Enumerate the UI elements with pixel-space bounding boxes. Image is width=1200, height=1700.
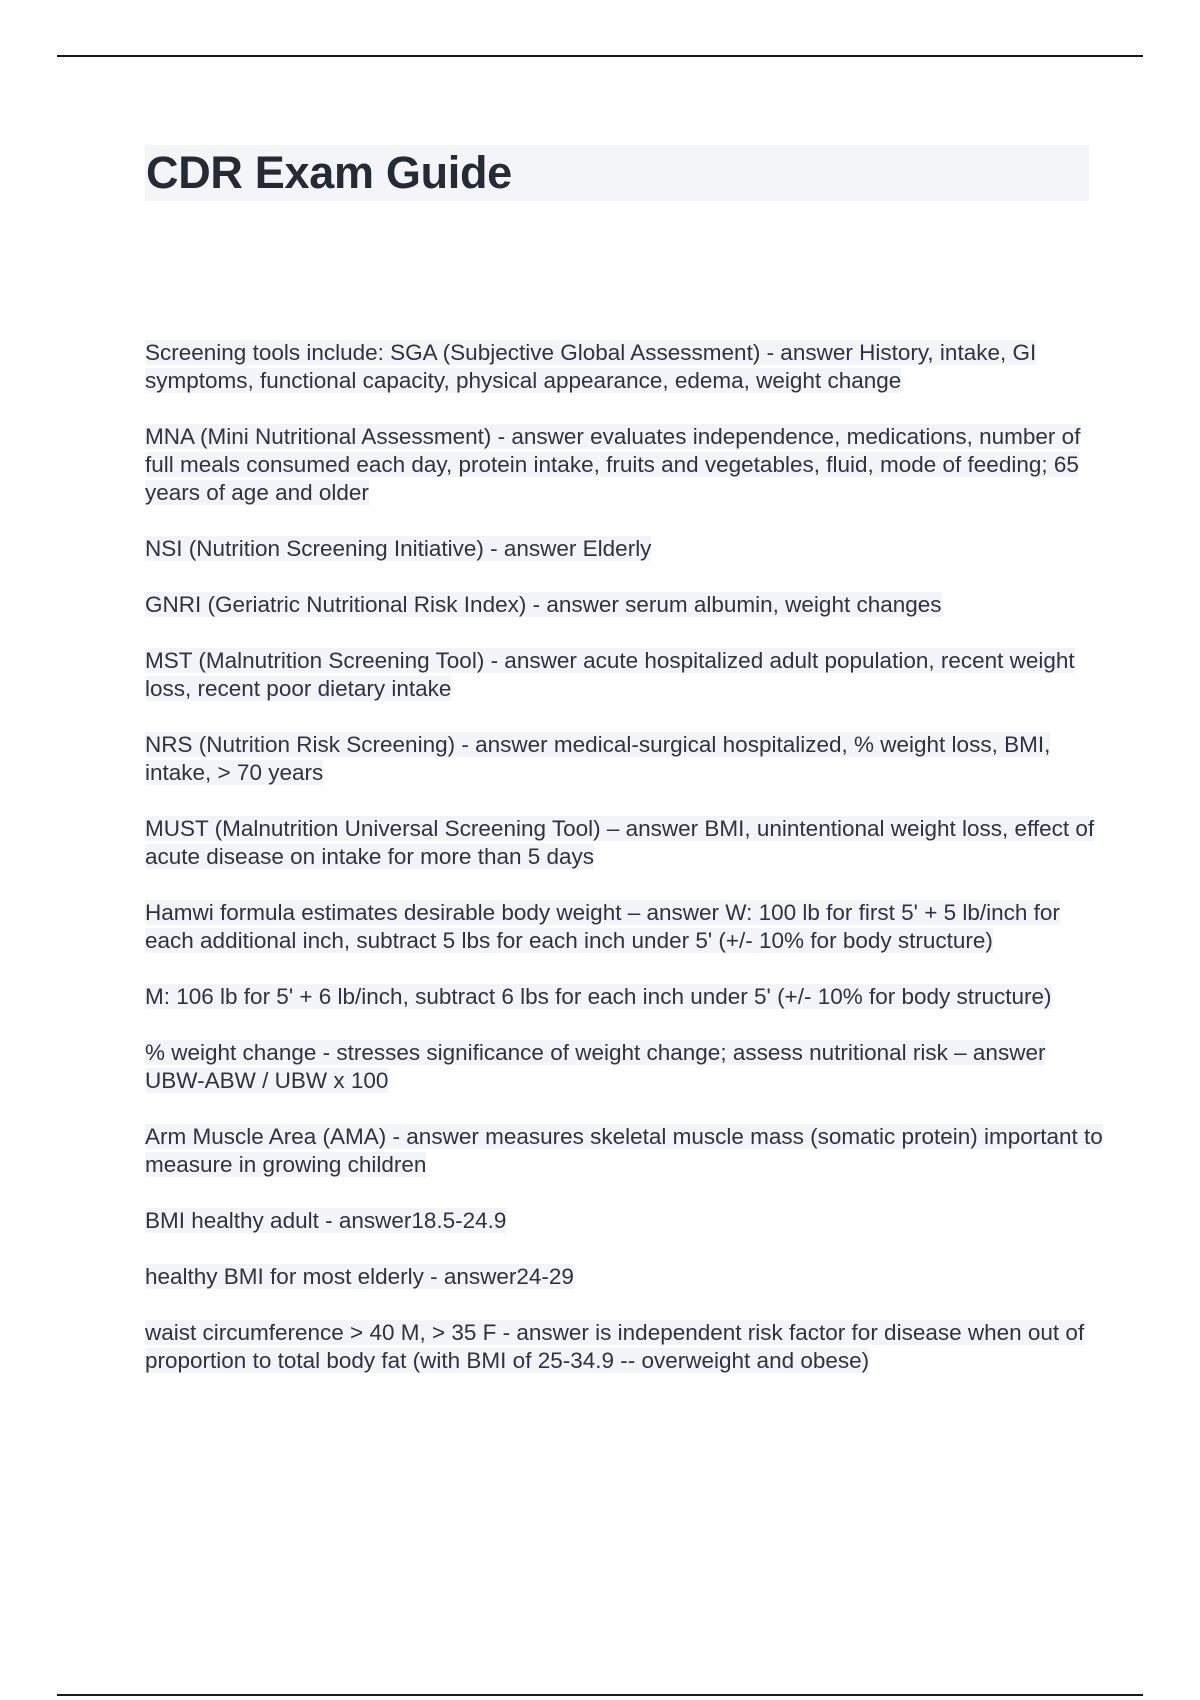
entry-mna — [145, 423, 1105, 507]
entry-text: Hamwi formula estimates desirable body weight – answer W: 100 lb for first 5' + 5 lb/inch for each additional inch, subtract 5 lbs for each inch under 5' (+/- 10% for body structure) — [145, 900, 1060, 953]
entry-text: GNRI (Geriatric Nutritional Risk Index) - answer serum albumin, weight changes — [145, 592, 942, 617]
top-divider — [57, 55, 1143, 57]
bottom-divider — [57, 1694, 1143, 1696]
entry-text: Screening tools include: SGA (Subjective Global Assessment) - answer History, intake, GI symptoms, functional capacity, physical appearance, edema, weight change — [145, 340, 1037, 393]
entry-text: MNA (Mini Nutritional Assessment) - answer evaluates independence, medications, number of full meals consumed each day, protein intake, fruits and vegetables, fluid, mode of feeding; 65 years of age and older — [145, 424, 1081, 505]
entry-nrs — [145, 731, 1105, 787]
entry-text: waist circumference > 40 M, > 35 F - answer is independent risk factor for disease when out of proportion to total body fat (with BMI of 25-34.9 -- overweight and obese) — [145, 1320, 1085, 1373]
entry-mst — [145, 647, 1105, 703]
entry-text: NSI (Nutrition Screening Initiative) - answer Elderly — [145, 536, 652, 561]
entry-waist-circumference — [145, 1319, 1105, 1375]
entry-text: NRS (Nutrition Risk Screening) - answer medical-surgical hospitalized, % weight loss, BMI, intake, > 70 years — [145, 732, 1051, 785]
entry-bmi-adult — [145, 1207, 1105, 1235]
entry-text: BMI healthy adult - answer18.5-24.9 — [145, 1208, 507, 1233]
entry-bmi-elderly — [145, 1263, 1105, 1291]
entry-gnri — [145, 591, 1105, 619]
entry-text: % weight change - stresses significance of weight change; assess nutritional risk – answer UBW-ABW / UBW x 100 — [145, 1040, 1046, 1093]
entry-must — [145, 815, 1105, 871]
entry-hamwi-men — [145, 983, 1105, 1011]
entry-text: MUST (Malnutrition Universal Screening Tool) – answer BMI, unintentional weight loss, effect of acute disease on intake for more than 5 days — [145, 816, 1095, 869]
entry-sga — [145, 339, 1105, 395]
document-title: CDR Exam Guide — [146, 147, 512, 198]
entry-nsi — [145, 535, 1105, 563]
entry-list — [145, 339, 1105, 1403]
entry-ama — [145, 1123, 1105, 1179]
entry-text: Arm Muscle Area (AMA) - answer measures skeletal muscle mass (somatic protein) important to measure in growing children — [145, 1124, 1103, 1177]
entry-weight-change — [145, 1039, 1105, 1095]
entry-hamwi-women — [145, 899, 1105, 955]
entry-text: M: 106 lb for 5' + 6 lb/inch, subtract 6 lbs for each inch under 5' (+/- 10% for body structure) — [145, 984, 1052, 1009]
entry-text: MST (Malnutrition Screening Tool) - answer acute hospitalized adult population, recent weight loss, recent poor dietary intake — [145, 648, 1075, 701]
entry-text: healthy BMI for most elderly - answer24-29 — [145, 1264, 574, 1289]
